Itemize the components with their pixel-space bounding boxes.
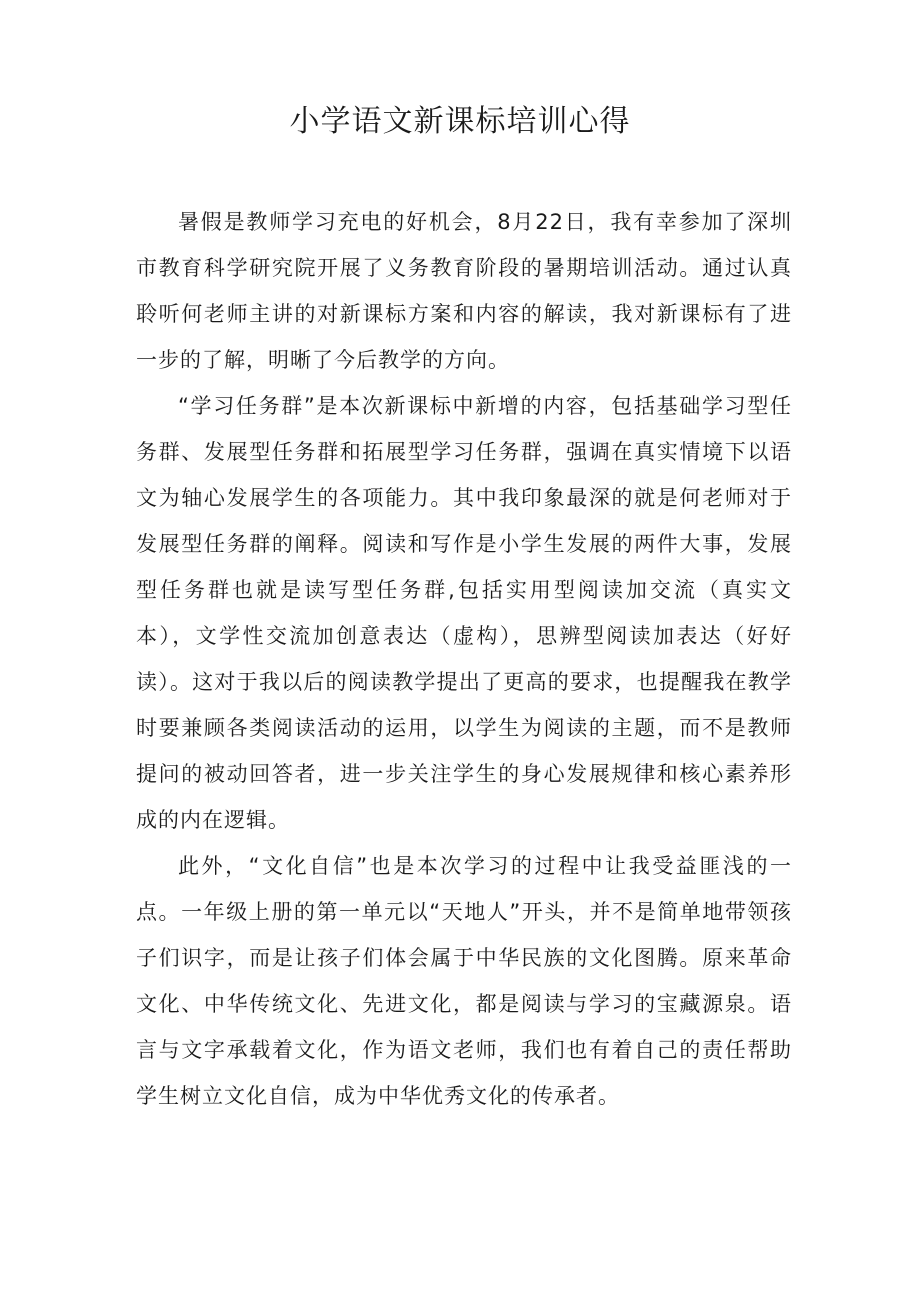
paragraph-2: “学习任务群”是本次新课标中新增的内容，包括基础学习型任务群、发展型任务群和拓展型学习任务群，强调在真实情境下以语文为轴心发展学生的各项能力。其中我印象最深的就是何老师对于发展型任务群的阐释。阅读和写作是小学生发展的两件大事，发展型任务群也就是读写型任务群,包括实用型阅读加交流（真实文本），文学性交流加创意表达（虚构），思辨型阅读加表达（好好读）。这对于我以后的阅读教学提出了更高的要求，也提醒我在教学时要兼顾各类阅读活动的运用，以学生为阅读的主题，而不是教师提问的被动回答者，进一步关注学生的身心发展规律和核心素养形成的内在逻辑。 (136, 394, 792, 832)
document-body (136, 199, 792, 1119)
paragraph-3: 此外，“文化自信”也是本次学习的过程中让我受益匪浅的一点。一年级上册的第一单元以“天地人”开头，并不是简单地带领孩子们识字，而是让孩子们体会属于中华民族的文化图腾。原来革命文化、中华传统文化、先进文化，都是阅读与学习的宝藏源泉。语言与文字承载着文化，作为语文老师，我们也有着自己的责任帮助学生树立文化自信，成为中华优秀文化的传承者。 (136, 854, 792, 1108)
document-title: 小学语文新课标培训心得 (289, 104, 631, 139)
paragraph-1: 暑假是教师学习充电的好机会，8月22日，我有幸参加了深圳市教育科学研究院开展了义务教育阶段的暑期培训活动。通过认真聆听何老师主讲的对新课标方案和内容的解读，我对新课标有了进一步的了解，明晰了今后教学的方向。 (136, 210, 792, 372)
